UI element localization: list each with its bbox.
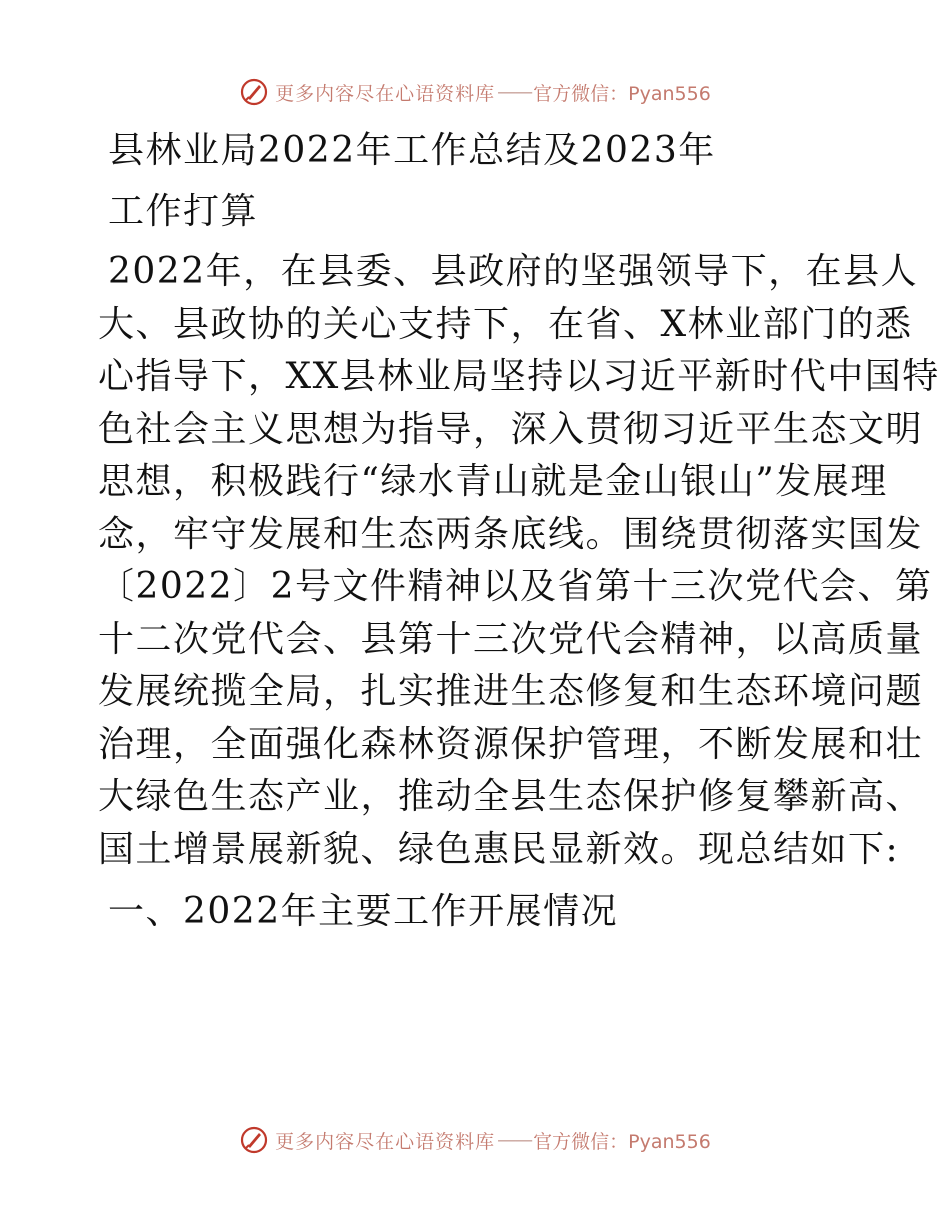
- paragraph-line: 治理，全面强化森林资源保护管理，不断发展和壮: [98, 723, 924, 765]
- paragraph-line: 思想，积极践行“绿水青山就是金山银山”发展理: [98, 461, 888, 502]
- watermark-text: 更多内容尽在心语资料库: [275, 1130, 496, 1153]
- document-body: [98, 125, 940, 939]
- quill-logo-icon: [239, 77, 269, 107]
- paragraph-line: 心指导下，XX县林业局坚持以习近平新时代中国特: [98, 356, 940, 397]
- section-heading: 一、2022年主要工作开展情况: [108, 891, 619, 932]
- watermark-separator: ——: [497, 1129, 532, 1151]
- paragraph-line: 色社会主义思想为指导，深入贯彻习近平生态文明: [98, 408, 924, 450]
- watermark-contact: 官方微信：Pyan556: [533, 82, 711, 105]
- paragraph-line: 2022年，在县委、县政府的坚强领导下，在县人: [108, 251, 919, 292]
- document-title-line-1: 县林业局2022年工作总结及2023年: [108, 130, 716, 171]
- paragraph-line: 念，牢守发展和生态两条底线。围绕贯彻落实国发: [98, 513, 924, 555]
- watermark-contact: 官方微信：Pyan556: [533, 1130, 711, 1153]
- paragraph-line: 国土增景展新貌、绿色惠民显新效。现总结如下:: [98, 828, 900, 870]
- watermark-footer: [0, 1120, 950, 1160]
- paragraph-line: 发展统揽全局，扎实推进生态修复和生态环境问题: [98, 671, 924, 712]
- paragraph-line: 大、县政协的关心支持下，在省、X林业部门的悉: [98, 303, 913, 345]
- watermark-header: [0, 72, 950, 112]
- paragraph-line: 大绿色生态产业，推动全县生态保护修复攀新高、: [98, 776, 924, 817]
- document-title-line-2: 工作打算: [108, 190, 259, 232]
- paragraph-line: 十二次党代会、县第十三次党代会精神，以高质量: [98, 618, 924, 660]
- quill-logo-icon: [239, 1125, 269, 1155]
- paragraph-line: 〔2022〕2号文件精神以及省第十三次党代会、第: [98, 566, 933, 607]
- intro-paragraph: [98, 246, 940, 876]
- watermark-separator: ——: [497, 81, 532, 103]
- watermark-text: 更多内容尽在心语资料库: [275, 82, 496, 105]
